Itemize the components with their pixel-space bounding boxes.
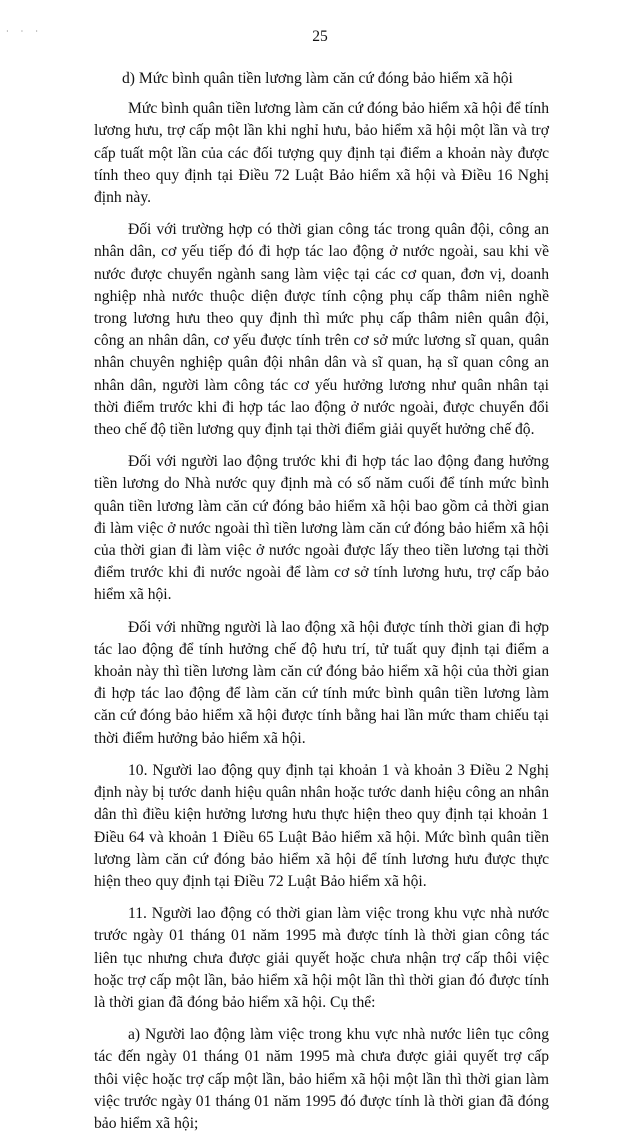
paragraph: Mức bình quân tiền lương làm căn cứ đóng bảo hiểm xã hội để tính lương hưu, trợ cấp một lần khi nghỉ hưu, bảo hiểm xã hội một lần và trợ cấp tuất một lần của các đối tượng quy định tại điểm a khoản này được tính theo quy định tại Điều 72 Luật Bảo hiểm xã hội và Điều 16 Nghị định này. [94, 100, 549, 207]
paragraph: Đối với người lao động trước khi đi hợp tác lao động đang hưởng tiền lương do Nhà nước quy định mà có số năm cuối để tính mức bình quân tiền lương làm căn cứ đóng bảo hiểm xã hội bao gồm cả thời gian đi làm việc ở nước ngoài thì tiền lương làm căn cứ đóng bảo hiểm xã hội của thời gian đi làm việc ở nước ngoài được lấy theo tiền lương tại thời điểm trước khi đi nước ngoài để làm cơ sở tính lương hưu, trợ cấp bảo hiểm xã hội. [94, 453, 549, 604]
section-heading: d) Mức bình quân tiền lương làm căn cứ đóng bảo hiểm xã hội [122, 70, 513, 87]
paragraph: Đối với những người là lao động xã hội được tính thời gian đi hợp tác lao động để tính hưởng chế độ hưu trí, tử tuất quy định tại điểm a khoản này thì tiền lương làm căn cứ đóng bảo hiểm xã hội của thời gian đi hợp tác lao động để làm căn cứ tính mức bình quân tiền lương làm căn cứ đóng bảo hiểm xã hội được tính bằng hai lần mức tham chiếu tại thời điểm hưởng bảo hiểm xã hội. [94, 618, 549, 747]
paragraph: 11. Người lao động có thời gian làm việc trong khu vực nhà nước trước ngày 01 tháng 01 năm 1995 mà được tính là thời gian công tác liên tục nhưng chưa được giải quyết hoặc chưa nhận trợ cấp thôi việc hoặc trợ cấp một lần, bảo hiểm xã hội một lần thì thời gian đó được tính là thời gian đã đóng bảo hiểm xã hội. Cụ thể: [94, 905, 549, 1011]
paragraph: 10. Người lao động quy định tại khoản 1 và khoản 3 Điều 2 Nghị định này bị tước danh hiệu quân nhân hoặc tước danh hiệu công an nhân dân thì điều kiện hưởng lương hưu thực hiện theo quy định tại khoản 1 Điều 64 và khoản 1 Điều 65 Luật Bảo hiểm xã hội. Mức bình quân tiền lương làm căn cứ đóng bảo hiểm xã hội để tính lương hưu được thực hiện theo quy định tại Điều 72 Luật Bảo hiểm xã hội. [94, 761, 549, 890]
paragraph: Đối với trường hợp có thời gian công tác trong quân đội, công an nhân dân, cơ yếu tiếp đó đi hợp tác lao động ở nước ngoài, sau khi về nước được chuyển ngành sang làm việc tại các cơ quan, đơn vị, doanh nghiệp nhà nước thuộc diện được tính cộng phụ cấp thâm niên nghề trong lương hưu theo quy định thì mức phụ cấp thâm niên quân đội, công an nhân dân, cơ yếu được tính trên cơ sở mức lương sĩ quan, quân nhân chuyên nghiệp quân đội nhân dân và sĩ quan, hạ sĩ quan công an nhân dân, người làm công tác cơ yếu hưởng lương như quân nhân tại thời điểm trước khi đi hợp tác lao động ở nước ngoài, được chuyển đổi theo chế độ tiền lương quy định tại thời điểm giải quyết hưởng chế độ. [94, 221, 549, 439]
document-body [94, 68, 549, 1145]
page-number: 25 [312, 28, 328, 45]
scan-specks: · · · [6, 27, 43, 36]
paragraph: a) Người lao động làm việc trong khu vực nhà nước liên tục công tác đến ngày 01 tháng 01 năm 1995 mà chưa được giải quyết trợ cấp thôi việc hoặc trợ cấp một lần, bảo hiểm xã hội một lần thì thời gian làm việc trước ngày 01 tháng 01 năm 1995 đó được tính là thời gian đã đóng bảo hiểm xã hội; [94, 1026, 549, 1132]
